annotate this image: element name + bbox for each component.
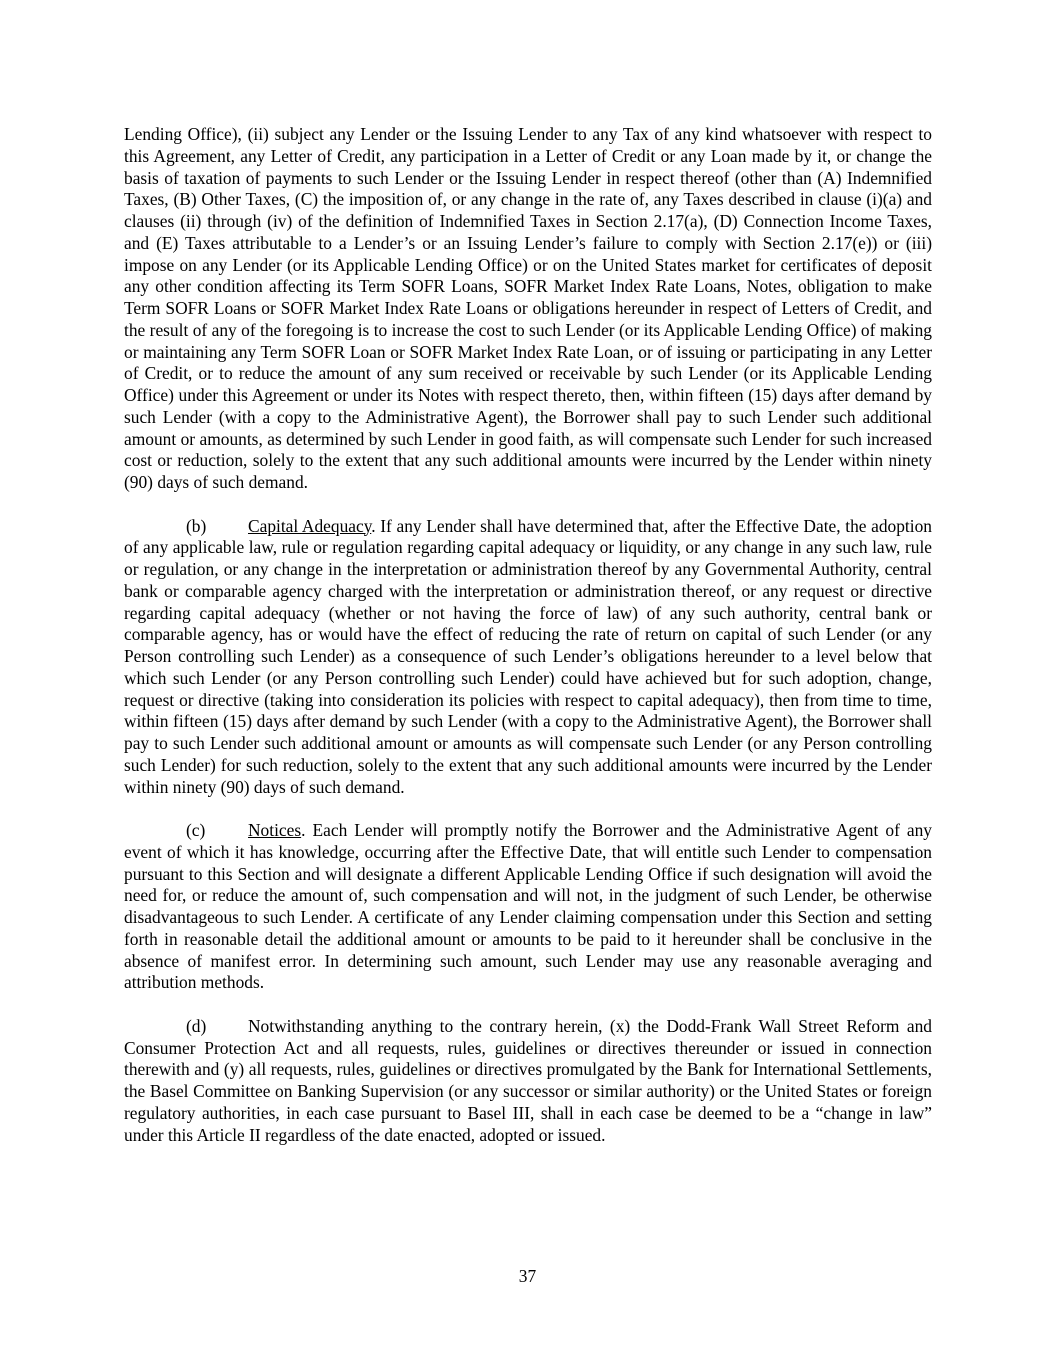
- paragraph-d: [124, 1016, 932, 1147]
- paragraph-b: [124, 516, 932, 799]
- paragraph-c-label: (c): [186, 820, 206, 840]
- paragraph-c: [124, 820, 932, 994]
- paragraph-continuation-text: Lending Office), (ii) subject any Lender or the Issuing Lender to any Tax of any kind whatsoever with respect to this Agreement, any Letter of Credit, any participation in a Letter of Credit or any Loan made by it, or change the basis of taxation of payments to such Lender or the Issuing Lender in respect thereof (other than (A) Indemnified Taxes, (B) Other Taxes, (C) the imposition of, or any change in the rate of, any Taxes described in clause (i)(a) and clauses (ii) through (iv) of the definition of Indemnified Taxes in Section 2.17(a), (D) Connection Income Taxes, and (E) Taxes attributable to a Lender’s or an Issuing Lender’s failure to comply with Section 2.17(e)) or (iii) impose on any Lender (or its Applicable Lending Office) or on the United States market for certificates of deposit any other condition affecting its Term SOFR Loans, SOFR Market Index Rate Loans, Notes, obligation to make Term SOFR Loans or SOFR Market Index Rate Loans or obligations hereunder in respect of Letters of Credit, and the result of any of the foregoing is to increase the cost to such Lender (or its Applicable Lending Office) of making or maintaining any Term SOFR Loan or SOFR Market Index Rate Loan, or of issuing or participating in any Letter of Credit, or to reduce the amount of any sum received or receivable by such Lender (or its Applicable Lending Office) under this Agreement or under its Notes with respect thereto, then, within fifteen (15) days after demand by such Lender (with a copy to the Administrative Agent), the Borrower shall pay to such Lender such additional amount or amounts, as determined by such Lender in good faith, as will compensate such Lender for such increased cost or reduction, solely to the extent that any such additional amounts were incurred by the Lender within ninety (90) days of such demand.: [124, 124, 932, 492]
- paragraph-d-label: (d): [186, 1015, 207, 1036]
- paragraph-continuation: [124, 124, 932, 494]
- document-body: [124, 124, 932, 1168]
- paragraph-c-text: . Each Lender will promptly notify the Borrower and the Administrative Agent of any event of which it has knowledge, occurring after the Effective Date, that will entitle such Lender to compensation pursuant to this Section and will designate a different Applicable Lending Office if such designation will avoid the need for, or reduce the amount of, such compensation and will not, in the judgment of such Lender, be otherwise disadvantageous to such Lender. A certificate of any Lender claiming compensation under this Section and setting forth in reasonable detail the additional amount or amounts to be paid to it hereunder shall be conclusive in the absence of manifest error. In determining such amount, such Lender may use any reasonable averaging and attribution methods.: [124, 820, 932, 993]
- paragraph-c-heading: Notices: [248, 820, 302, 840]
- page-number: 37: [518, 1266, 537, 1286]
- paragraph-b-label: (b): [186, 515, 207, 536]
- paragraph-b-text: . If any Lender shall have determined that, after the Effective Date, the adoption of any applicable law, rule or regulation regarding capital adequacy or liquidity, or any change in any such law, rule or regulation, or any change in the interpretation or administration thereof by any Governmental Authority, central bank or comparable agency charged with the interpretation or administration thereof, or any request or directive regarding capital adequacy (whether or not having the force of law) of any such authority, central bank or comparable agency, has or would have the effect of reducing the rate of return on capital of such Lender (or any Person controlling such Lender) as a consequence of such Lender’s obligations hereunder to a level below that which such Lender (or any Person controlling such Lender) could have achieved but for such adoption, change, request or directive (taking into consideration its policies with respect to capital adequacy), then from time to time, within fifteen (15) days after demand by such Lender (with a copy to the Administrative Agent), the Borrower shall pay to such Lender such additional amount or amounts as will compensate such Lender (or any Person controlling such Lender) for such reduction, solely to the extent that any such additional amounts were incurred by the Lender within ninety (90) days of such demand.: [124, 515, 932, 797]
- paragraph-b-heading: Capital Adequacy: [248, 515, 372, 536]
- paragraph-d-text: Notwithstanding anything to the contrary herein, (x) the Dodd-Frank Wall Street Reform and Consumer Protection Act and all requests, rules, guidelines or directives thereunder or issued in connection therewith and (y) all requests, rules, guidelines or directives promulgated by the Bank for International Settlements, the Basel Committee on Banking Supervision (or any successor or similar authority) or the United States or foreign regulatory authorities, in each case pursuant to Basel III, shall in each case be deemed to be a “change in law” under this Article II regardless of the date enacted, adopted or issued.: [124, 1015, 932, 1145]
